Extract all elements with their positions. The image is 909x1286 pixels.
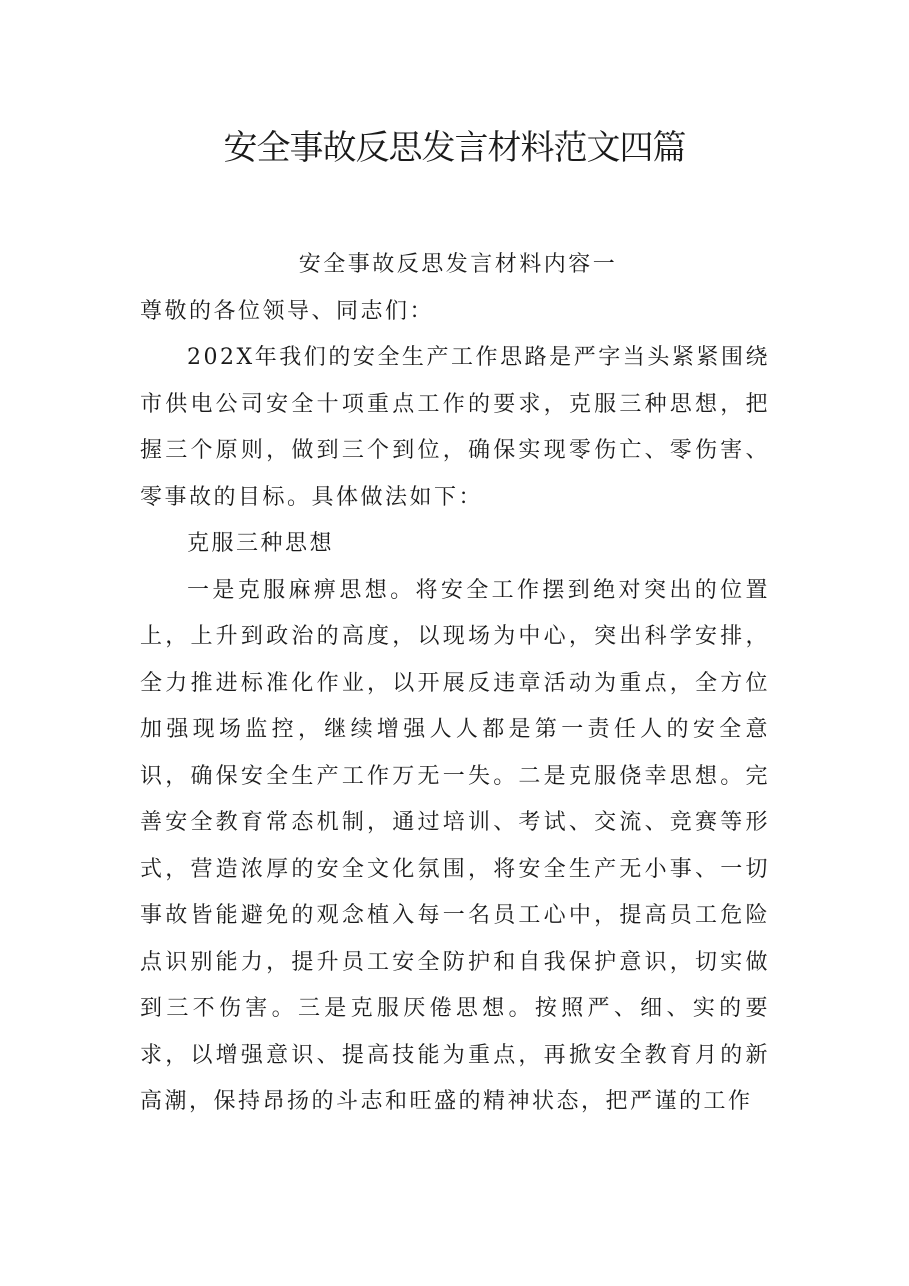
paragraph-overcome-thoughts: 一是克服麻痹思想。将安全工作摆到绝对突出的位置上，上升到政治的高度，以现场为中心，突出科学安排，全力推进标准化作业，以开展反违章活动为重点，全方位加强现场监控，继续增强人人都是第一责任人的安全意识，确保安全生产工作万无一失。二是克服侥幸思想。完善安全教育常态机制，通过培训、考试、交流、竞赛等形式，营造浓厚的安全文化氛围，将安全生产无小事、一切事故皆能避免的观念植入每一名员工心中，提高员工危险点识别能力，提升员工安全防护和自我保护意识，切实做到三不伤害。三是克服厌倦思想。按照严、细、实的要求，以增强意识、提高技能为重点，再掀安全教育月的新高潮，保持昂扬的斗志和旺盛的精神状态，把严谨的工作 — [140, 577, 770, 1114]
salutation: 尊敬的各位领导、同志们： — [140, 298, 435, 324]
section-heading: 安全事故反思发言材料内容一 — [298, 252, 618, 277]
document-body — [140, 242, 770, 1126]
document-title: 安全事故反思发言材料范文四篇 — [223, 128, 686, 168]
paragraph-subheading-three-thoughts: 克服三种思想 — [187, 531, 335, 556]
paragraph-work-approach: 202X年我们的安全生产工作思路是严字当头紧紧围绕市供电公司安全十项重点工作的要求，克服三种思想，把握三个原则，做到三个到位，确保实现零伤亡、零伤害、零事故的目标。具体做法如下： — [140, 345, 770, 510]
